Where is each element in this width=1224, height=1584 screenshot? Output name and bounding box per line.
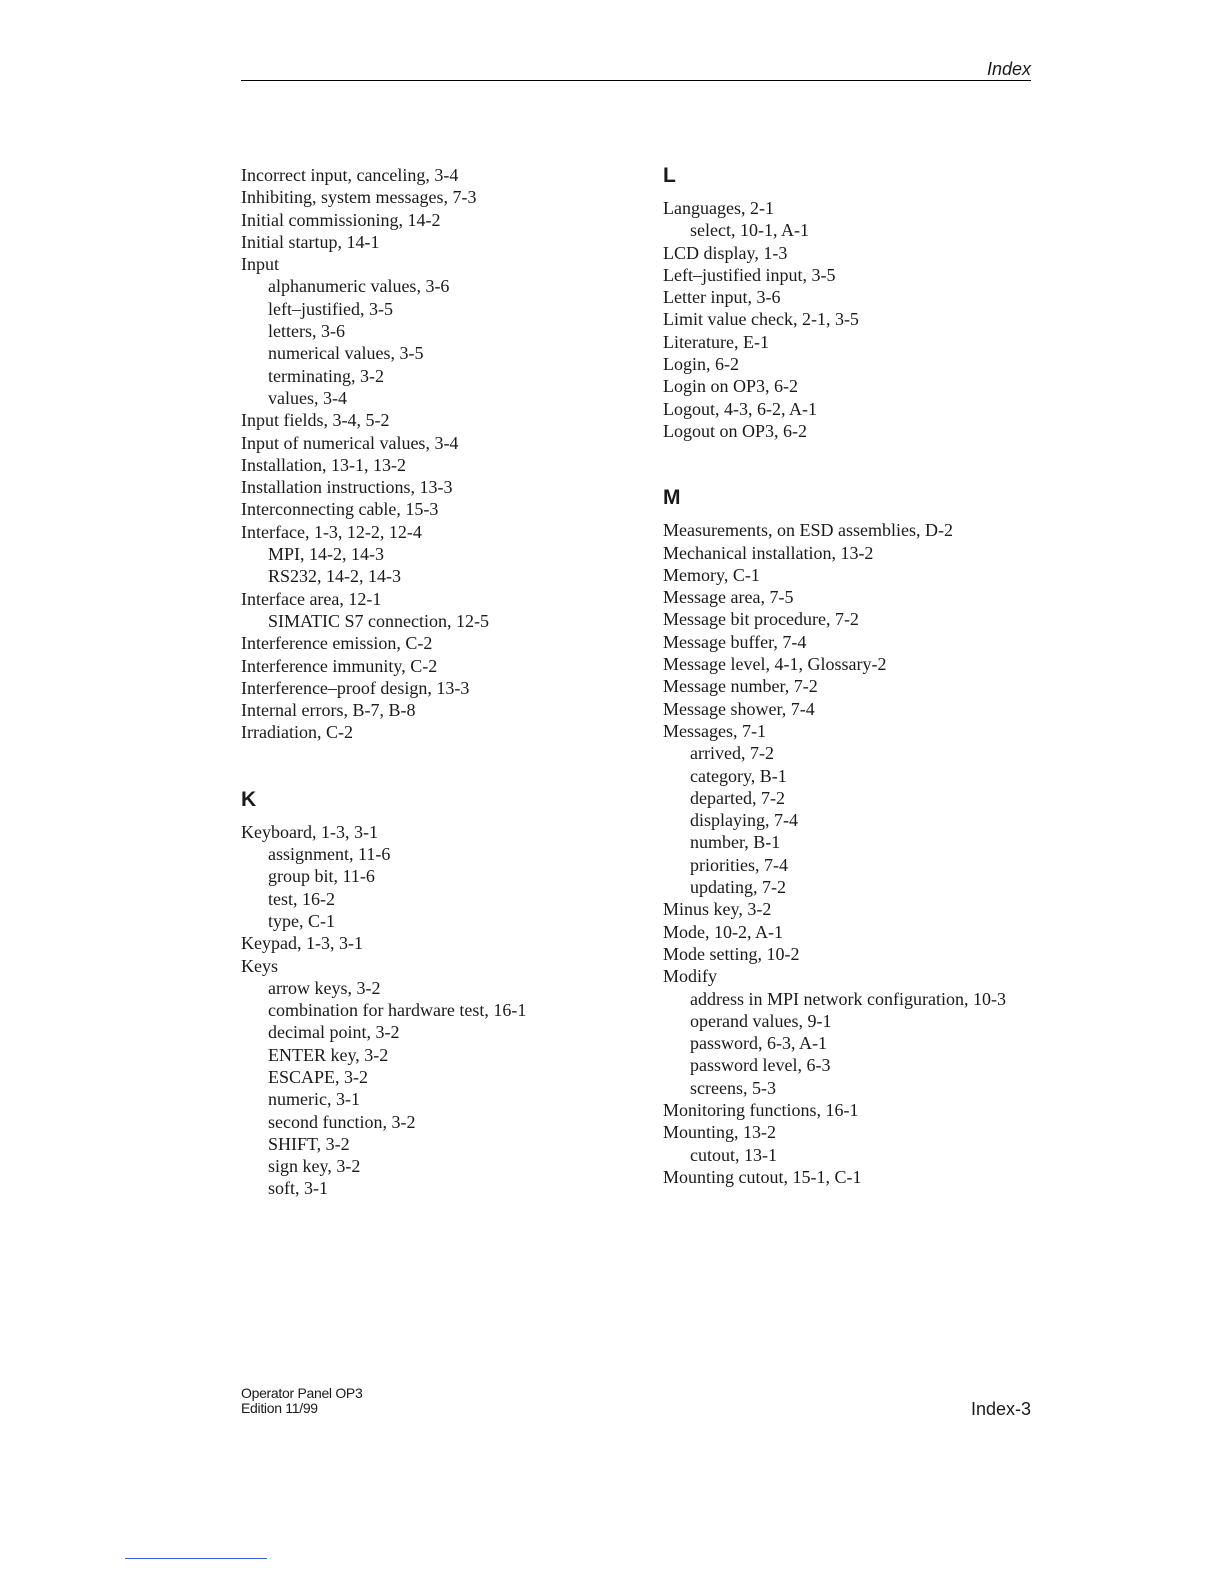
index-subentry: decimal point, 3-2	[268, 1022, 400, 1043]
index-entry: Message number, 7-2	[663, 676, 818, 697]
index-entry: Message bit procedure, 7-2	[663, 609, 859, 630]
index-entry: Login, 6-2	[663, 354, 739, 375]
footer-product: Operator Panel OP3	[241, 1385, 363, 1401]
index-entry: Installation instructions, 13-3	[241, 477, 453, 498]
index-subentry: alphanumeric values, 3-6	[268, 276, 450, 297]
index-entry: Internal errors, B-7, B-8	[241, 700, 416, 721]
index-subentry: category, B-1	[690, 765, 787, 786]
index-entry: Login on OP3, 6-2	[663, 376, 798, 397]
index-entry: Input fields, 3-4, 5-2	[241, 410, 390, 431]
index-entry: Interference emission, C-2	[241, 633, 433, 654]
index-entry: Mounting, 13-2	[663, 1122, 777, 1143]
index-subentry: MPI, 14-2, 14-3	[268, 544, 384, 565]
index-subentry: sign key, 3-2	[268, 1156, 361, 1177]
index-entry: Measurements, on ESD assemblies, D-2	[663, 520, 953, 541]
index-entry: Input	[241, 254, 279, 275]
index-subentry: numerical values, 3-5	[268, 343, 424, 364]
index-column-left	[241, 164, 641, 1200]
index-entry: Logout, 4-3, 6-2, A-1	[663, 398, 817, 419]
header-title: Index	[986, 59, 1031, 79]
index-entry: Input of numerical values, 3-4	[241, 432, 459, 453]
link-underline	[125, 1558, 267, 1559]
index-entry: Message shower, 7-4	[663, 698, 815, 719]
index-entry: Left–justified input, 3-5	[663, 264, 836, 285]
index-subentry: updating, 7-2	[690, 877, 786, 898]
index-subentry: assignment, 11-6	[268, 844, 391, 865]
index-entry: Message level, 4-1, Glossary-2	[663, 654, 887, 675]
index-subentry: password level, 6-3	[690, 1055, 831, 1076]
index-subentry: test, 16-2	[268, 888, 335, 909]
index-entry: Messages, 7-1	[663, 720, 766, 741]
index-subentry: priorities, 7-4	[690, 854, 788, 875]
index-entry: Literature, E-1	[663, 331, 769, 352]
index-subentry: second function, 3-2	[268, 1111, 416, 1132]
index-entry: Minus key, 3-2	[663, 899, 772, 920]
index-entry: Languages, 2-1	[663, 198, 774, 218]
index-entry: Interference immunity, C-2	[241, 655, 438, 676]
index-entry: Logout on OP3, 6-2	[663, 420, 807, 441]
footer-edition: Edition 11/99	[241, 1400, 318, 1416]
index-entry: Interface, 1-3, 12-2, 12-4	[241, 521, 422, 542]
index-subentry: SIMATIC S7 connection, 12-5	[268, 610, 489, 631]
index-subentry: displaying, 7-4	[690, 810, 798, 831]
index-subentry: combination for hardware test, 16-1	[268, 1000, 527, 1021]
index-entry: Limit value check, 2-1, 3-5	[663, 309, 859, 330]
index-entry: Keys	[241, 955, 278, 976]
index-subentry: password, 6-3, A-1	[690, 1033, 827, 1054]
index-subentry: soft, 3-1	[268, 1178, 328, 1199]
index-subentry: SHIFT, 3-2	[268, 1133, 350, 1154]
index-entry: Interference–proof design, 13-3	[241, 677, 470, 698]
index-entry: Interface area, 12-1	[241, 588, 382, 609]
index-entry: Mechanical installation, 13-2	[663, 542, 874, 563]
index-subentry: operand values, 9-1	[690, 1010, 832, 1031]
index-entry: Message buffer, 7-4	[663, 631, 807, 652]
index-entry: Mode, 10-2, A-1	[663, 921, 783, 942]
index-column-right	[663, 164, 1063, 1188]
index-entry: LCD display, 1-3	[663, 242, 788, 263]
index-subentry: type, C-1	[268, 910, 335, 931]
index-subentry: ESCAPE, 3-2	[268, 1066, 369, 1087]
index-subentry: terminating, 3-2	[268, 365, 384, 386]
index-entry: Memory, C-1	[663, 564, 760, 585]
index-subentry: arrived, 7-2	[690, 743, 774, 764]
section-letter-heading: M	[663, 486, 681, 510]
page-number: Index-3	[970, 1399, 1031, 1419]
index-subentry: arrow keys, 3-2	[268, 977, 381, 998]
index-entry: Modify	[663, 966, 717, 987]
section-spacer	[663, 442, 1063, 486]
index-entry: Interconnecting cable, 15-3	[241, 499, 439, 520]
index-entry: Irradiation, C-2	[241, 722, 353, 743]
index-subentry: departed, 7-2	[690, 787, 785, 808]
index-subentry: left–justified, 3-5	[268, 298, 393, 319]
index-subentry: values, 3-4	[268, 387, 347, 408]
section-letter-heading: K	[241, 787, 257, 811]
index-subentry: select, 10-1, A-1	[690, 220, 809, 241]
index-subentry: cutout, 13-1	[690, 1144, 777, 1165]
index-entry: Incorrect input, canceling, 3-4	[241, 165, 459, 185]
index-entry: Mounting cutout, 15-1, C-1	[663, 1166, 862, 1187]
index-subentry: screens, 5-3	[690, 1077, 776, 1098]
index-subentry: number, B-1	[690, 832, 781, 853]
section-letter-heading: L	[663, 164, 676, 187]
index-subentry: group bit, 11-6	[268, 866, 375, 887]
index-subentry: letters, 3-6	[268, 321, 345, 342]
index-entry: Mode setting, 10-2	[663, 943, 800, 964]
index-entry: Initial commissioning, 14-2	[241, 209, 441, 230]
running-header	[241, 58, 1031, 81]
index-entry: Message area, 7-5	[663, 587, 794, 608]
index-subentry: ENTER key, 3-2	[268, 1044, 389, 1065]
footer-product-info	[241, 1386, 362, 1416]
index-entry: Keyboard, 1-3, 3-1	[241, 821, 378, 842]
index-entry: Installation, 13-1, 13-2	[241, 454, 406, 475]
index-entry: Keypad, 1-3, 3-1	[241, 933, 363, 954]
index-entry: Initial startup, 14-1	[241, 231, 380, 252]
index-subentry: RS232, 14-2, 14-3	[268, 566, 402, 587]
index-entry: Inhibiting, system messages, 7-3	[241, 187, 477, 208]
index-subentry: numeric, 3-1	[268, 1089, 360, 1110]
section-spacer	[241, 744, 641, 788]
index-entry: Letter input, 3-6	[663, 287, 781, 308]
index-entry: Monitoring functions, 16-1	[663, 1099, 859, 1120]
index-subentry: address in MPI network configuration, 10-3	[690, 988, 1006, 1009]
